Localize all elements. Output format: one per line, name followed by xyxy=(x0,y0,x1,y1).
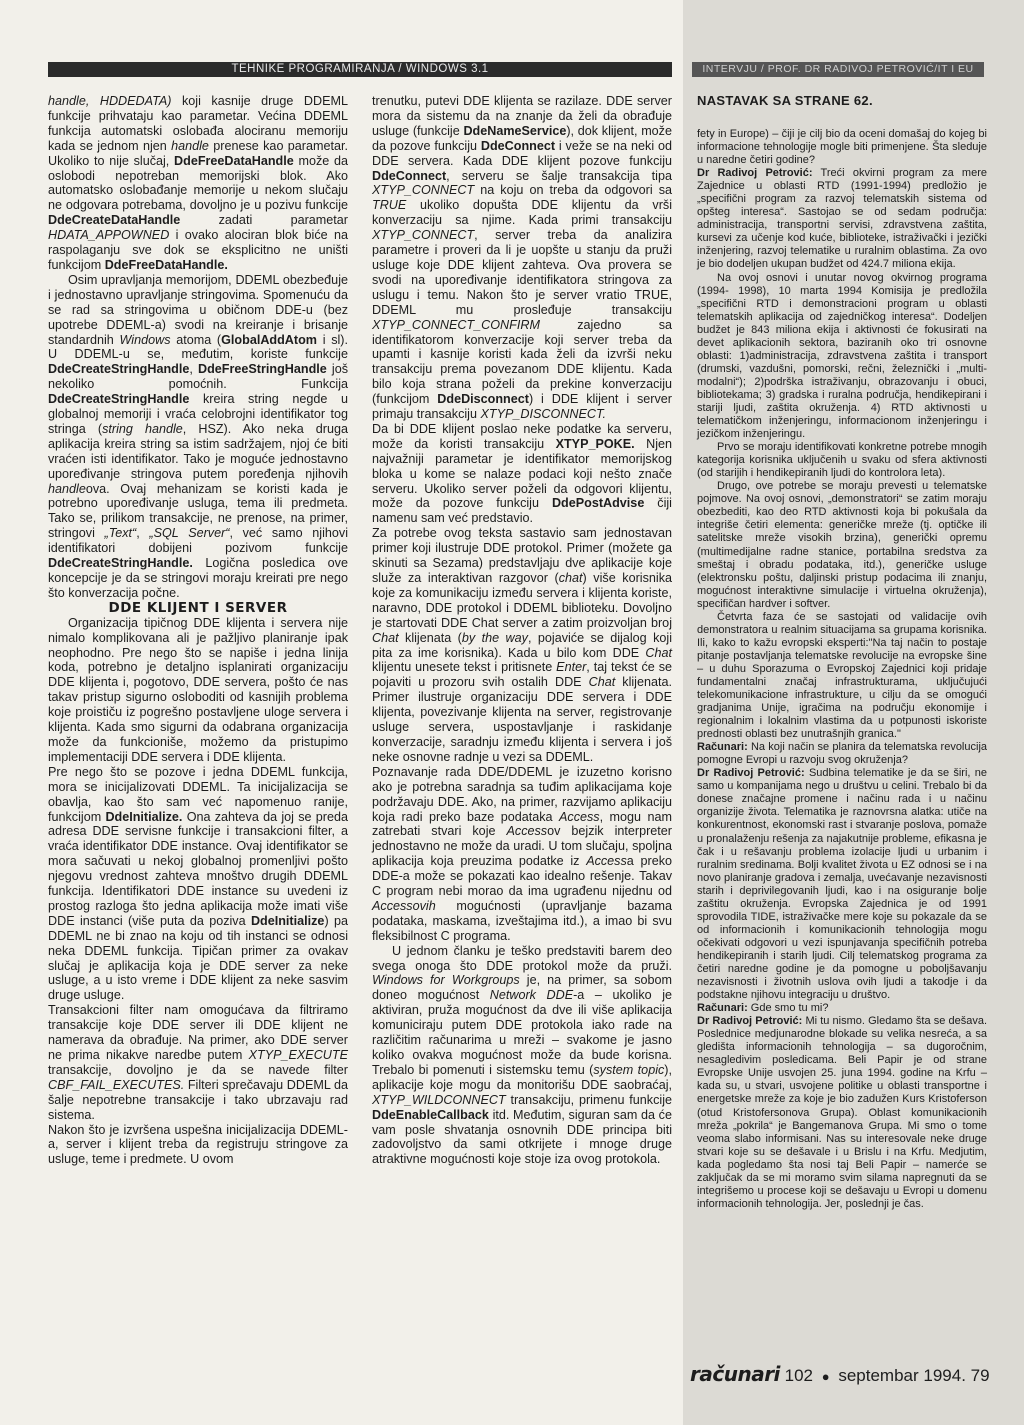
paragraph: Transakcioni filter nam omogućava da filtriramo transakcije koje DDE server ili DDE klijent ne namerava da obrađuje. Na primer, ako DDE server ne prima nikakve naredbe putem XTYP_EXECUTE transakcije, dovoljno je da se navede filter CBF_FAIL_EXECUTES. Filteri sprečavaju DDEML da šalje nepotrebne transakcije i tako ubrzavaju rad sistema. xyxy=(48,1003,348,1122)
page-footer xyxy=(690,1360,1000,1388)
paragraph: trenutku, putevi DDE klijenta se razilaze. DDE server mora da sistemu da na znanje da želi da obrađuje usluge (funkcije DdeNameService), dok klijent, može da pozove funkciju DdeConnect i veže se na neki od DDE servera. Kada DDE klijent pozove funkciju DdeConnect, serveru se šalje transakcija tipa XTYP_CONNECT na koju on treba da odgovori sa TRUE ukoliko dopušta DDE klijentu da vrši konverzaciju sa njime. Kada primi transakciju XTYP_CONNECT, server treba da analizira parametre i proveri da li je uopšte u stanju da pruži usluge koje DDE klijent zahteva. Ova provera se svodi na upoređivanje identifikatora stringova za uslugu i temu. Nakon što je server vratio TRUE, DDEML mu prosleđuje transakciju XTYP_CONNECT_CONFIRM zajedno sa identifikatorom konverzacije koji server treba da upamti i kasnije koristi kada želi da izvrši neku transakciju prema povezanom DDE klijentu. Kada bilo koja strana poželi da prekine konverzaciju (funkcijom DdeDisconnect) i DDE klijent i server primaju transakciju XTYP_DISCONNECT. xyxy=(372,94,672,422)
article-column-2 xyxy=(372,94,672,1167)
section-header-right: INTERVJU / PROF. DR RADIVOJ PETROVIĆ/IT I EU xyxy=(692,62,984,77)
paragraph: Da bi DDE klijent poslao neke podatke ka serveru, može da koristi transakciju XTYP_POKE. Njen najvažniji parametar je identifikator memorijskog bloka u kome se nalaze podaci koji nešto znače serveru. Ukoliko server poželi da odgovori klijentu, može da pozove funkciju DdePostAdvise čiji namenu sam već predstavio. xyxy=(372,421,672,526)
paragraph: handle, HDDEDATA) koji kasnije druge DDEML funkcije prihvataju kao parametar. Većina DDEML funkcija automatski oslobađa alociranu memoriju kada se jednom njen handle prenese kao parametar. Ukoliko to nije slučaj, DdeFreeDataHandle može da oslobodi nepotreban memorijski blok. Ako automatsko oslobađanje memorije u nekom slučaju ne odgovara potrebama, dovoljno je u pozivu funkcije DdeCreateDataHandle zadati parametar HDATA_APPOWNED i ovako alociran blok biće na raspolaganju sve dok se eksplicitno ne uništi funkcijom DdeFreeDataHandle. xyxy=(48,94,348,272)
issue-number: 102 xyxy=(784,1366,814,1385)
paragraph: Organizacija tipičnog DDE klijenta i servera nije nimalo komplikovana ali je pažljivo planiranje ipak neophodno. Pre nego što se napiše i jedna linija koda, potrebno je detaljno isplanirati organizaciju DDE klijenta i, pogotovo, DDE servera, pošto će nas takav pristup sigurno osloboditi od kasnijih problema koje proističu iz pogrešno postavljene uloge servera i klijenta. Kada smo sigurni da odabrana organizacija može da funkcioniše, možemo da pristupimo implementaciji DDE servera i DDE klijenta. xyxy=(48,615,348,764)
page-number: 79 xyxy=(970,1366,990,1385)
paragraph: Nakon što je izvršena uspešna inicijalizacija DDEML-a, server i klijent treba da registruju stringove za usluge, teme i predmete. U ovom xyxy=(48,1122,348,1167)
paragraph: Četvrta faza će se sastojati od validacije ovih demonstratora u realnim situacijama sa grupama korisnika. Ili, kako to kažu evropski eksperti:"Na taj način to postaje pitanje postavljanja telematske revolucije na evropske šine – u duhu Sporazuma o Evropskoj Zajednici koji pridaje fundamentalni značaj infrastrukturama, uključujući telekomunikacione infrastrukture, u cilju da se omogući gradjanima Unije, igračima na području ekonomije i regionalnim i lokalnim vlastima da u potpunosti iskoriste prednosti oblasti bez unutrašnjih granica." xyxy=(697,610,987,741)
paragraph: Poznavanje rada DDE/DDEML je izuzetno korisno ako je potrebna saradnja sa tuđim aplikacijama koje podržavaju DDE. Ako, na primer, razvijamo aplikaciju koja radi preko baze podataka Access, mogu nam zatrebati stvari koje Accessov bejzik interpreter jednostavno ne može da uradi. U tom slučaju, spoljna aplikacija koja preuzima podatke iz Accessa preko DDE-a može se pokazati kao idealno rešenje. Takav C program nebi morao da ima ugrađenu nijednu od Accessovih mogućnosti (upravljanje bazama podataka, maskama, izveštajima itd.), a imao bi svu fleksibilnost C programa. xyxy=(372,764,673,943)
paragraph: Dr Radivoj Petrović: Sudbina telematike je da se širi, ne samo u kompanijama nego u društvu u celini. Trebalo bi da donese značajne promene i načinu rada i u načinu organizije života. Telematika je raznovrsna alatka: utiče na konkurentnost, ekonomski rast i stvaranje poslova, pomaže u pronalaženju rešenja za najakutnije probleme, efikasna je čak i u rešavanju problema izolacije ljudi u urbanim i ruralnim sredinama. Bolji kvalitet života u EZ odnosi se i na novo planiranje gradova i zemalja, uvećavanje nezavisnosti starih i deprivilegovanih ljudi, kao i na osiguranje bolje zaštitu okruženja. Evropska Zajednica je od 1991 sprovodila TIDE, istraživačke mere koje su pokazale da se od informacionih i komunikacionih tehnologija mogu očekivati odgovori u vezi ispunjavanja specifičnih potreba hendikepiranih i starih ljudi. Cilj telematskog programa za četiri naredne godine je da pomogne u poboljšavanju nezavisnosti i životnih uslova ovih ljudi a takodje i da podstakne njihovu integraciju u društvo. xyxy=(697,767,988,1002)
paragraph: Prvo se moraju identifikovati konkretne potrebe mnogih kategorija korisnika uključenih u svaku od sfera aktivnosti (od starijih i hendikepiranih ljudi do kontrolora leta). xyxy=(697,441,987,480)
article-column-1 xyxy=(48,94,348,1167)
paragraph: Računari: Gde smo tu mi? xyxy=(697,1002,829,1015)
paragraph: Na ovoj osnovi i unutar novog okvirnog programa (1994- 1998), 10 marta 1994 Komisija je predložila „specifični RTD i demonstracioni program u oblasti telematskih aplikacija od zajedničkog interesa“. Dodeljen budžet je 843 miliona ekija i aktivnosti će fokusirati na devet aplikacionih sektora, baziranih oko tri osnovne oblasti: 1)administracija, zdravstvena zaštita i transport (drumski, vazdušni, pomorski, rečni, železnički i „multi- modalni“); 2)podrška istraživanju, obrazovanju i obuci, bibliotekama; 3) gradska i ruralna područja, hendikepirani i stariji ljudi, zaštita okruženja. 4) RTD aktivnosti u telematičkom inženjeringu, informacionom inženjeringu i jezičkom inženjeringu. xyxy=(697,271,987,441)
paragraph: Dr Radivoj Petrović: Mi tu nismo. Gledamo šta se dešava. Poslednice medjunarodne blokade su velika nesreća, a sa gledišta informacionih tehnologija – sa dugoročnim, nesagledivim posledicama. Beli Papir je od strane Evropske Unije usvojen 25. juna 1994. godine na Krfu – kada su, u stvari, usvojene politike u oblasti transportne i energetske mreže za koje je bio zadužen Kurs Kristoferson (otud Kristofersonova Grupa). Oblast komunikacionih mreža „pokrila“ je Bangemanova Grupa. Mi smo o tome veoma slabo informisani. Nas su interesovale neke druge stvari koje su se dešavale i u Brislu i na Krfu. Medjutim, kada pogledamo šta nosi taj Beli Papir – namerće se zaključak da se mi moramo svim silama napregnuti da se integrišemo u procese koji se dešavaju u Evropi u domenu informacionih tehnologija. Jer, poslednji je čas. xyxy=(697,1015,987,1210)
section-header-left: TEHNIKE PROGRAMIRANJA / WINDOWS 3.1 xyxy=(48,62,672,77)
bullet-separator: ● xyxy=(821,1369,830,1384)
interview-column xyxy=(697,128,987,1211)
paragraph: Osim upravljanja memorijom, DDEML obezbeđuje i jednostavno upravljanje stringovima. Spomenuću da se rad sa stringovima u običnom DDE-u (bez upotrebe DDEML-a) svodi na kreiranje i brisanje standardnih Windows atoma (GlobalAddAtom i sl). U DDEML-u se, međutim, koriste funkcije DdeCreateStringHandle, DdeFreeStringHandle još nekoliko pomoćnih. Funkcija DdeCreateStringHandle kreira string negde u globalnoj memoriji i vraća celobrojni identifikator tog stringa (string handle, HSZ). Ako neka druga aplikacija kreira string sa istim sadržajem, njoj će biti vraćen isti identifikator. Tako je moguće jednostavno upoređivanje stringova putem poređenja njihovih handleova. Ovaj mehanizam se koristi kada je potrebno upoređivanje usluga, tema ili predmeta. Tako se, prilikom transakcije, ne prenose, na primer, stringovi „Text“, „SQL Server“, već samo njihovi identifikatori dobijeni pozivom funkcije DdeCreateStringHandle. Logična posledica ove koncepcije je da se stringovi moraju kreirati pre nego što konverzacija počne. xyxy=(48,272,348,600)
paragraph: Drugo, ove potrebe se moraju prevesti u telematske pojmove. Na ovoj osnovi, „demonstratori“ se zatim moraju obezbediti, kao deo RTD aktivnosti koja bi pokušala da integriše četiri elementa: generičke mreže (tj. optičke ili satelitske mreže visokih brzina), generički opremu (multimedijalne radne stanice, portabilna sredstva za smeštaj i obradu podataka, itd.), generičke usluge (elektronsku poštu, daljinski pristup podacima ili znanju, mogućnost interaktivne simulacije i virtuelna okruženja), specifičan hardver i softver. xyxy=(697,480,987,610)
issue-date: septembar 1994. xyxy=(838,1366,966,1385)
section-title: DDE KLIJENT I SERVER xyxy=(108,599,288,616)
paragraph: fety in Europe) – čiji je cilj bio da oceni domašaj do kojeg bi informacione tehnologije mogle biti primenjene. Šta sleduje u naredne četiri godine? xyxy=(697,128,987,167)
magazine-brand: računari xyxy=(690,1362,780,1386)
paragraph: Pre nego što se pozove i jedna DDEML funkcija, mora se inicijalizovati DDEML. Ta inicijalizacija se obavlja, kao što sam već napomenuo ranije, funkcijom DdeInitialize. Ona zahteva da joj se preda adresa DDE servisne funkcije i transakcioni filter, a vraća identifikator DDE instance. Ovaj identifikator se mora sačuvati u nekoj globalnoj promenljivi pošto njegovu vrednost zahteva mnoštvo drugih DDEML funkcija. Identifikatori DDE instance su uvedeni iz prostog razloga što jedna aplikacija može imati više DDE instanci (više puta da poziva DdeInitialize) pa DDEML ne bi znao na koju od tih instanci se odnosi neka DDEML funkcija. Tipičan primer za ovakav slučaj je aplikacija koja je DDE server za neke usluge, a u isto vreme i DDE klijent za neke sasvim druge usluge. xyxy=(48,764,348,1003)
interview-continuation-title: NASTAVAK SA STRANE 62. xyxy=(697,93,873,108)
paragraph: U jednom članku je teško predstaviti barem deo svega onoga što DDE protokol može da pruži. Windows for Workgroups je, na primer, sa sobom doneo mogućnost Network DDE-a – ukoliko je aktiviran, pruža mogućnost da dve ili više aplikacija komuniciraju putem DDE protokola iako rade na različitim računarima u mreži – svakome je jasno koliko ovakva mogućnost može da bude korisna. Trebalo bi pomenuti i sistemsku temu (system topic), aplikacije koje mogu da monitorišu DDE saobraćaj, XTYP_WILDCONNECT transakciju, primenu funkcije DdeEnableCallback itd. Međutim, siguran sam da će vam posle shvatanja osnovnih DDE principa biti zadovoljstvo da sami otkrijete i mnoge druge atraktivne mogućnosti koje stoje iza ovog protokola. xyxy=(372,943,673,1167)
paragraph: Računari: Na koji način se planira da telematska revolucija pomogne Evropi u razvoju svog okruženja? xyxy=(697,741,987,767)
paragraph: Za potrebe ovog teksta sastavio sam jednostavan primer koji ilustruje DDE protokol. Primer (možete ga skinuti sa Sezama) predstavljaju dve aplikacije koje služe za interaktivan razgovor (chat) više korisnika koje za komunikaciju između servera i klijenta koriste, naravno, DDE protokol i DDEML biblioteku. Dovoljno je startovati DDE Chat server a zatim proizvoljan broj Chat klijenata (by the way, pojaviće se dijalog koji pita za ime korisnika). Kada u bilo kom DDE Chat klijentu unesete tekst i pritisnete Enter, taj tekst će se pojaviti u prozoru svih ostalih DDE Chat klijenata. Primer ilustruje organizaciju DDE servera i DDE klijenta, povezivanje klijenta na server, registrovanje usluge servera, uspostavljanje i raskidanje konverzacije, saradnju između klijenta i servera i još neke osnovne radnje u vezi sa DDEML. xyxy=(372,526,672,764)
paragraph: Dr Radivoj Petrović: Treći okvirni program za mere Zajednice u oblasti RTD (1991-1994) predložio je „specifični program za razvoj telematskih sistema od opšteg interesa“. Sastojao se od sedam područja: administracija, transportni servisi, zdravstvena zaštita, kursevi za učenje kod kuće, biblioteke, istraživački i jezički inženjering, razvoj telematike u ruralnim oblastima. Za ovo je bio dodeljen ukupan budžet od 424.7 miliona ekija. xyxy=(697,167,987,271)
